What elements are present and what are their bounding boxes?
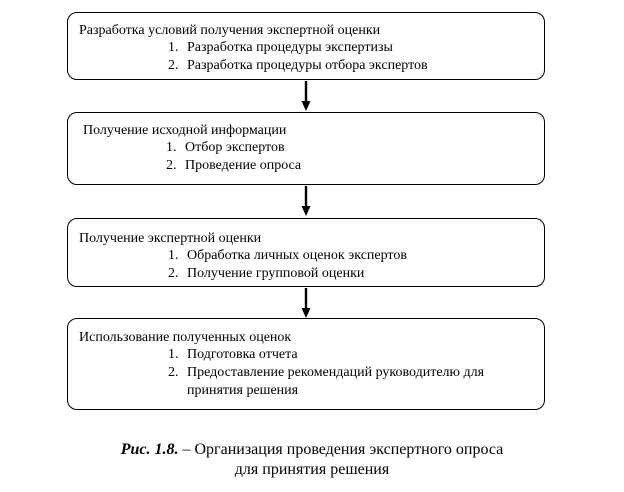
list-item (168, 265, 407, 283)
item-text: Разработка процедуры отбора экспертов (187, 58, 428, 73)
item-text: Подготовка отчета (187, 347, 298, 362)
step-list-1 (168, 39, 428, 75)
down-arrow-icon (300, 288, 312, 318)
item-number: 1. (166, 140, 177, 155)
list-item (168, 57, 428, 75)
caption-text: – Организация проведения экспертного опроса (178, 441, 504, 458)
list-item (168, 247, 407, 265)
item-text: Предоставление рекомендаций руководителю для принятия решения (187, 365, 485, 398)
step-title-2: Получение исходной информации (83, 123, 287, 138)
item-number: 2. (168, 365, 179, 380)
list-item (168, 364, 537, 400)
step-list-2 (166, 139, 301, 175)
caption-line-2: для принятия решения (234, 461, 390, 478)
step-title-4: Использование полученных оценок (79, 330, 292, 345)
item-number: 2. (166, 158, 177, 173)
item-text: Отбор экспертов (185, 140, 285, 155)
step-box-3 (67, 218, 545, 287)
step-box-2 (67, 112, 545, 185)
caption-line-1 (0, 440, 624, 460)
step-title-3: Получение экспертной оценки (79, 231, 262, 246)
item-text: Обработка личных оценок экспертов (187, 248, 407, 263)
step-list-3 (168, 247, 407, 283)
down-arrow-icon (300, 81, 312, 111)
step-box-1 (67, 12, 545, 80)
item-number: 1. (168, 347, 179, 362)
item-number: 1. (168, 40, 179, 55)
figure-caption (0, 440, 624, 480)
item-number: 1. (168, 248, 179, 263)
step-list-4 (168, 346, 537, 400)
list-item (168, 39, 428, 57)
step-title-1: Разработка условий получения экспертной оценки (79, 23, 381, 38)
item-text: Проведение опроса (185, 158, 302, 173)
step-box-4 (67, 318, 545, 410)
item-text: Разработка процедуры экспертизы (187, 40, 393, 55)
item-text: Получение групповой оценки (187, 266, 365, 281)
down-arrow-icon (300, 186, 312, 216)
item-number: 2. (168, 266, 179, 281)
item-number: 2. (168, 58, 179, 73)
list-item (166, 157, 301, 175)
list-item (168, 346, 537, 364)
caption-label: Рис. 1.8. (120, 441, 179, 458)
list-item (166, 139, 301, 157)
